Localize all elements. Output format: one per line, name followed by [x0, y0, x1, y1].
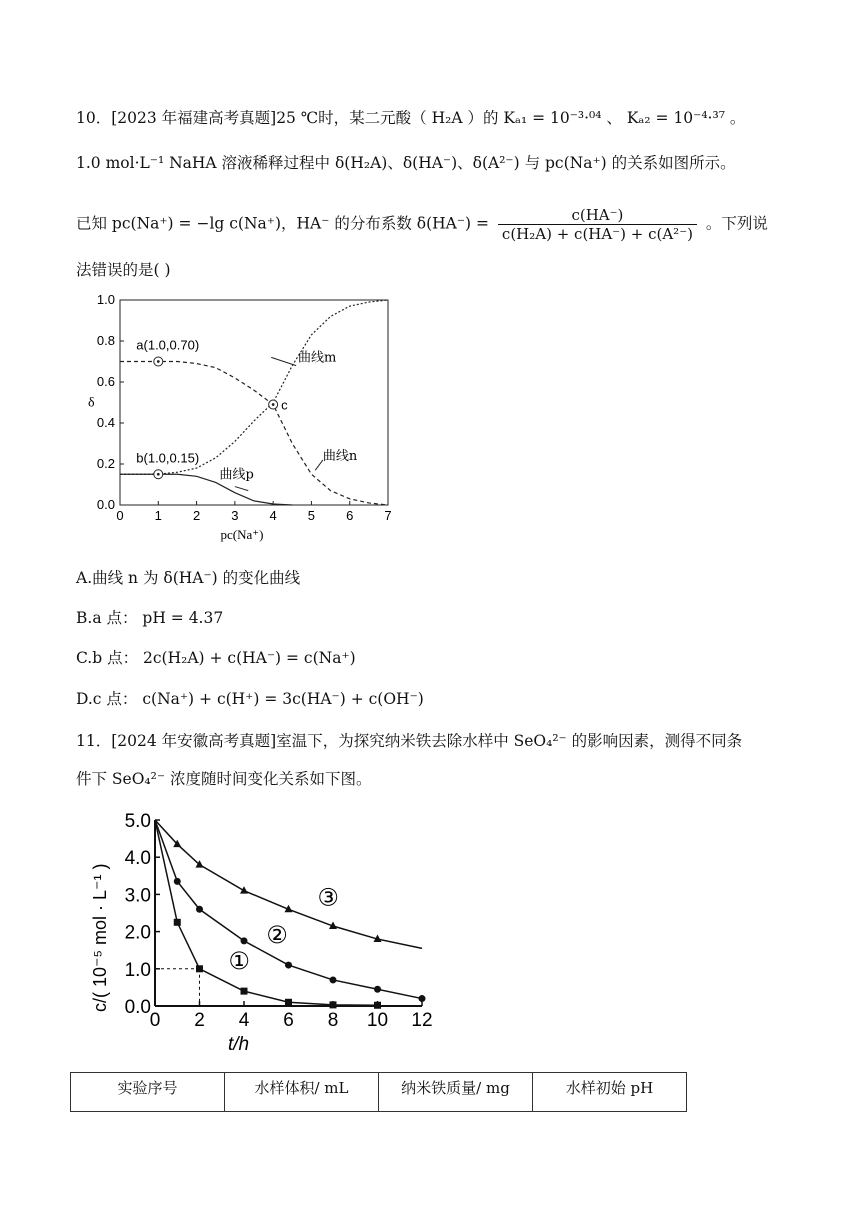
point-marker-inner: [272, 403, 275, 406]
q10-stem-tail: 。下列说: [705, 214, 768, 233]
distribution-fraction: [498, 206, 697, 243]
y-tick-label: 0.4: [96, 415, 115, 430]
y-tick-label: 4.0: [124, 848, 151, 870]
x-tick-label: 7: [384, 508, 392, 523]
data-point-square: [285, 999, 292, 1006]
leader-line-p: [235, 487, 248, 491]
series-label-n: 曲线n: [322, 448, 358, 464]
data-point-circle: [174, 878, 181, 885]
q10-option-c: C.b 点： 2c(H₂A) + c(HA⁻) = c(Na⁺): [76, 649, 356, 667]
series-label: ②: [266, 920, 288, 949]
q10-known-text: 已知 pc(Na⁺) = −lg c(Na⁺)，HA⁻ 的分布系数 δ(HA⁻) =: [76, 214, 489, 233]
data-point-triangle: [240, 886, 248, 894]
x-tick-label: 0: [149, 1010, 161, 1031]
point-label: c: [281, 397, 288, 413]
x-tick-label: 2: [194, 1010, 205, 1031]
q10-stem-line4: 法错误的是( ): [76, 261, 171, 279]
leader-line-m: [271, 357, 296, 365]
series-label: ①: [228, 946, 250, 975]
q10-option-d: D.c 点： c(Na⁺) + c(H⁺) = 3c(HA⁻) + c(OH⁻): [76, 690, 424, 708]
x-tick-label: 4: [269, 508, 277, 523]
fraction-numerator: c(HA⁻): [498, 206, 697, 225]
data-point-square: [196, 965, 203, 972]
data-point-square: [174, 919, 181, 926]
x-tick-label: 0: [116, 508, 124, 523]
series-label-m: 曲线m: [298, 350, 337, 366]
header-cell-iron-mass: 纳米铁质量/ mg: [379, 1073, 533, 1112]
series-line: [120, 474, 292, 505]
q10-option-b: B.a 点： pH = 4.37: [76, 609, 224, 627]
data-point-circle: [285, 962, 292, 969]
y-tick-label: 2.0: [124, 922, 151, 944]
q11-stem-line2: 件下 SeO₄²⁻ 浓度随时间变化关系如下图。: [76, 770, 372, 788]
y-tick-label: 0.8: [96, 333, 115, 348]
data-point-square: [241, 988, 248, 995]
x-axis-label: pc(Na⁺): [220, 527, 264, 542]
chart1-plot-group: [88, 292, 392, 542]
x-tick-label: 3: [231, 508, 239, 523]
y-tick-label: 5.0: [124, 811, 151, 832]
point-label: a(1.0,0.70): [136, 337, 200, 353]
x-tick-label: 5: [307, 508, 316, 523]
x-tick-label: 12: [411, 1010, 433, 1031]
q10-stem-line2: 1.0 mol·L⁻¹ NaHA 溶液稀释过程中 δ(H₂A)、δ(HA⁻)、δ(A²⁻) 与 pc(Na⁺) 的关系如图所示。: [76, 154, 736, 172]
y-tick-label: 0.6: [96, 374, 115, 389]
x-tick-label: 10: [366, 1010, 389, 1031]
q10-stem-line1: 10．[2023 年福建高考真题]25 ℃时，某二元酸（ H₂A ）的 Kₐ₁ = 10⁻³·⁰⁴ 、 Kₐ₂ = 10⁻⁴·³⁷ 。: [76, 109, 746, 127]
x-axis-label: t/h: [227, 1034, 250, 1055]
q11-stem-line1: 11．[2024 年安徽高考真题]室温下，为探究纳米铁去除水样中 SeO₄²⁻ 的影响因素，测得不同条: [76, 732, 743, 750]
x-tick-label: 4: [238, 1010, 250, 1031]
series-line: [155, 820, 422, 948]
y-tick-label: 3.0: [124, 885, 151, 907]
x-tick-label: 6: [346, 508, 354, 523]
y-tick-label: 0.0: [96, 497, 115, 512]
point-marker-inner: [157, 360, 160, 363]
data-point-circle: [374, 986, 381, 993]
series-line: [120, 362, 388, 506]
chart-concentration: [70, 800, 440, 1065]
x-tick-label: 6: [283, 1010, 294, 1031]
data-point-circle: [330, 976, 337, 983]
series-label: ③: [317, 883, 339, 912]
x-tick-label: 2: [192, 508, 201, 523]
data-point-square: [330, 1001, 337, 1008]
header-cell-initial-ph: 水样初始 pH: [533, 1073, 687, 1112]
x-tick-label: 8: [327, 1010, 339, 1031]
q10-stem-line3: [76, 206, 768, 243]
y-axis-label: c/( 10⁻⁵ mol · L⁻¹ ): [90, 863, 110, 1012]
leader-line-n: [315, 460, 323, 470]
data-point-circle: [196, 906, 203, 913]
y-tick-label: 0.0: [124, 997, 151, 1018]
y-tick-label: 1.0: [124, 959, 151, 981]
header-cell-volume: 水样体积/ mL: [225, 1073, 379, 1112]
experiment-table: [70, 1072, 687, 1112]
data-point-circle: [241, 937, 248, 944]
y-tick-label: 0.2: [96, 456, 115, 471]
data-point-square: [374, 1002, 381, 1009]
table-header-row: [71, 1073, 687, 1112]
x-tick-label: 1: [154, 508, 162, 523]
series-label-p: 曲线p: [219, 467, 254, 483]
header-cell-id: 实验序号: [71, 1073, 225, 1112]
point-label: b(1.0,0.15): [136, 450, 200, 466]
point-marker-inner: [157, 473, 160, 476]
fraction-denominator: c(H₂A) + c(HA⁻) + c(A²⁻): [501, 225, 693, 243]
q10-option-a: A.曲线 n 为 δ(HA⁻) 的变化曲线: [76, 569, 301, 587]
y-axis-label: δ: [88, 395, 95, 411]
y-tick-label: 1.0: [96, 292, 115, 307]
chart-distribution: [80, 288, 410, 558]
series-line: [155, 820, 378, 1005]
data-point-circle: [419, 995, 426, 1002]
chart2-plot-group: [90, 811, 433, 1055]
